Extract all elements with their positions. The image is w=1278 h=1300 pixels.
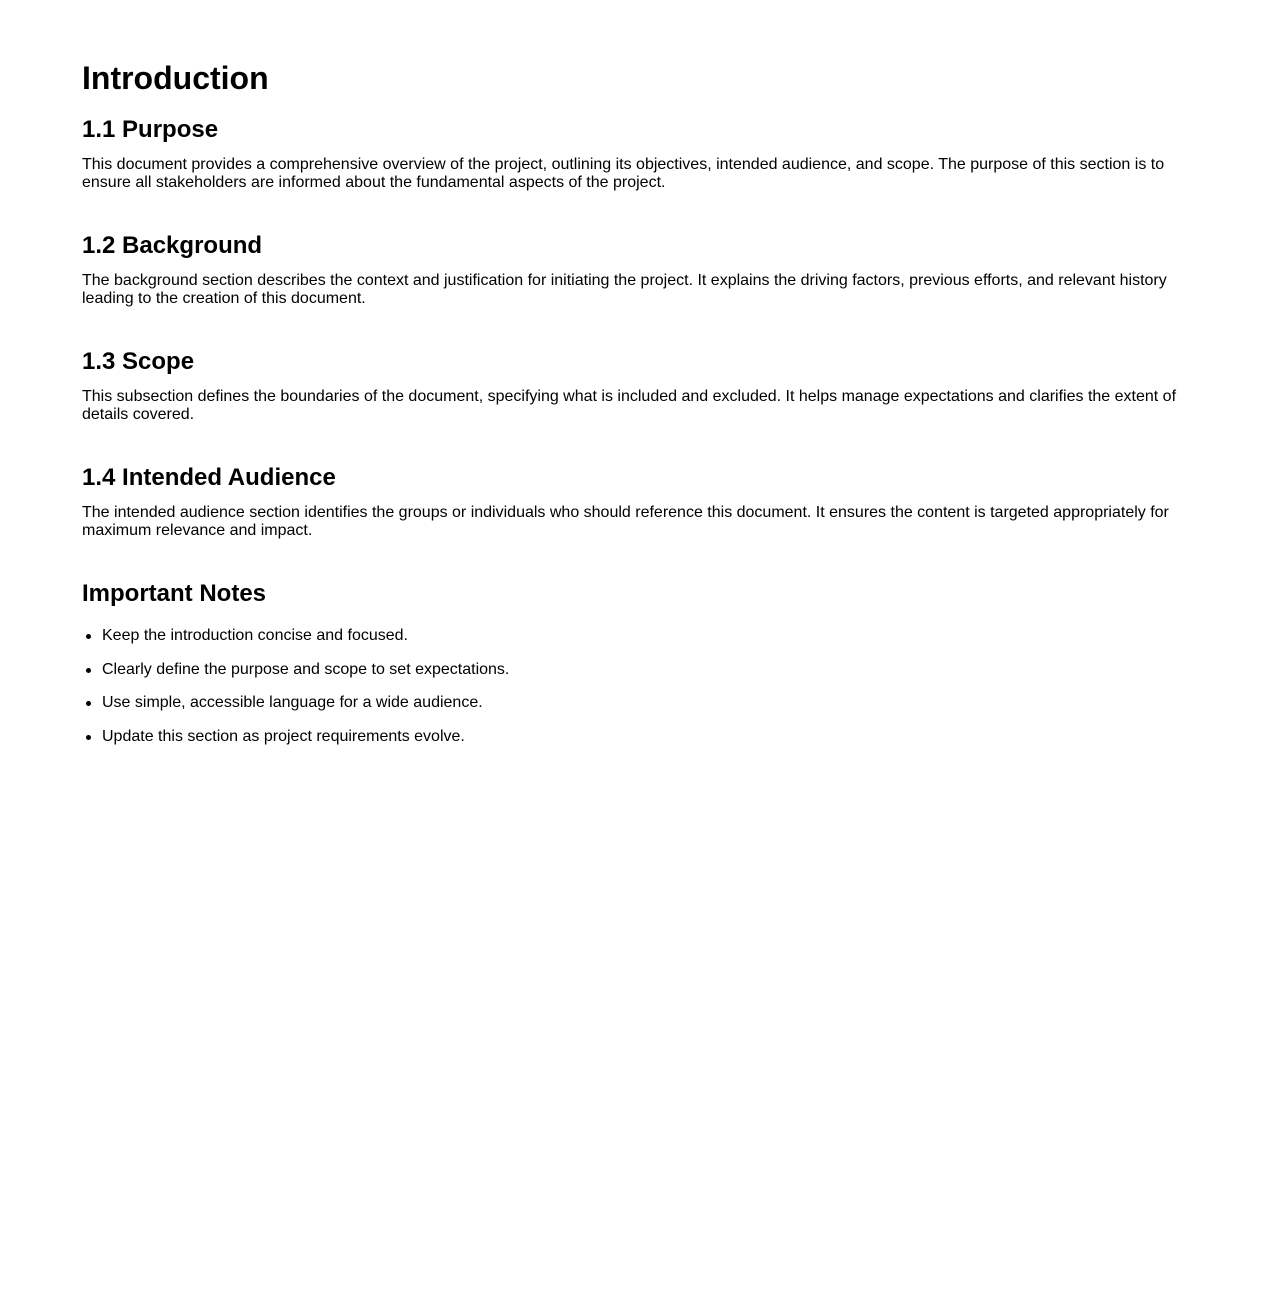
section-important-notes	[82, 578, 1196, 747]
section-heading: 1.3 Scope	[82, 348, 195, 375]
notes-list	[82, 626, 1196, 747]
bullet-icon	[86, 668, 91, 673]
list-item-text: Keep the introduction concise and focused.	[102, 627, 408, 644]
section-heading: 1.2 Background	[82, 232, 263, 259]
list-item	[102, 693, 1196, 713]
list-item-text: Update this section as project requirements evolve.	[102, 727, 465, 745]
section-body: The intended audience section identifies the groups or individuals who should reference this document. It ensures the content is targeted appropriately for maximum relevance and impact.	[82, 504, 1169, 539]
list-item	[102, 626, 1196, 646]
list-item-text: Clearly define the purpose and scope to set expectations.	[102, 660, 510, 678]
section-heading: 1.1 Purpose	[82, 116, 219, 143]
section-body: The background section describes the context and justification for initiating the project. It explains the driving factors, previous efforts, and relevant history leading to the creation of this document.	[82, 272, 1167, 307]
section-purpose	[82, 114, 1196, 192]
bullet-icon	[86, 701, 91, 706]
bullet-icon	[86, 735, 91, 740]
bullet-icon	[86, 634, 91, 639]
section-background	[82, 230, 1196, 308]
section-body: This subsection defines the boundaries of the document, specifying what is included and excluded. It helps manage expectations and clarifies the extent of details covered.	[82, 388, 1177, 423]
section-body: This document provides a comprehensive overview of the project, outlining its objectives, intended audience, and scope. The purpose of this section is to ensure all stakeholders are informed about the fundamental aspects of the project.	[82, 156, 1165, 191]
section-scope	[82, 346, 1196, 424]
section-intended-audience	[82, 462, 1196, 540]
list-item	[102, 727, 1196, 747]
list-item-text: Use simple, accessible language for a wide audience.	[102, 694, 483, 712]
notes-heading: Important Notes	[82, 580, 267, 607]
list-item	[102, 660, 1196, 680]
page-title: Introduction	[82, 60, 269, 96]
section-heading: 1.4 Intended Audience	[82, 464, 336, 491]
